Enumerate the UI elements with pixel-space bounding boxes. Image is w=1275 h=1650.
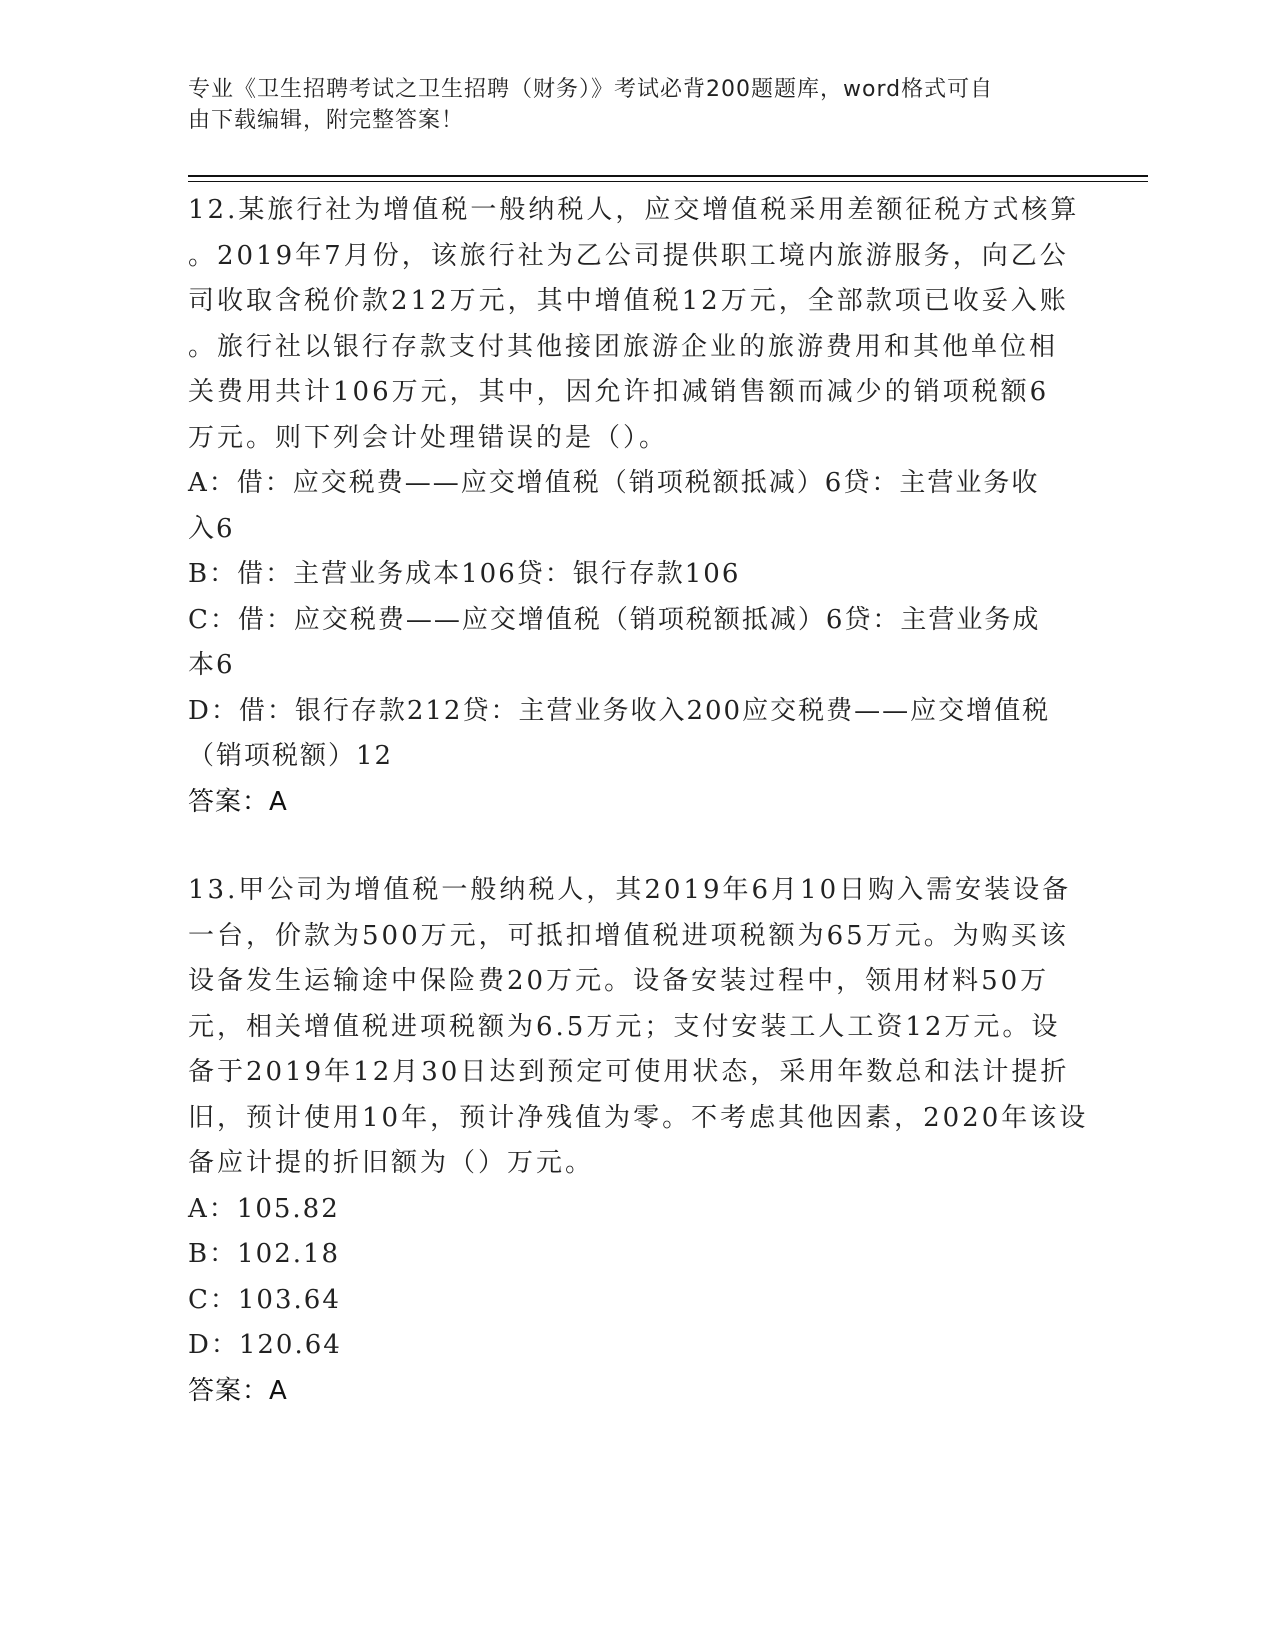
question-stem-line: 一台，价款为500万元，可抵扣增值税进项税额为65万元。为购买该 [188,920,1069,951]
question-stem-line: 司收取含税价款212万元，其中增值税12万元，全部款项已收妥入账 [188,286,1069,316]
question-stem-line: 旧，预计使用10年，预计净残值为零。不考虑其他因素，2020年该设 [188,1102,1089,1133]
header-divider-thin [188,181,1148,182]
answer-line: 答案：A [188,1375,288,1406]
question-stem-line: 备应计提的折旧额为（）万元。 [188,1148,595,1178]
question-stem-line: 。2019年7月份，该旅行社为乙公司提供职工境内旅游服务，向乙公 [188,240,1069,271]
question-13 [188,868,1088,1414]
option-a: A：借：应交税费——应交增值税（销项税额抵减）6贷：主营业务收 [188,468,1040,498]
question-stem-line: 元，相关增值税进项税额为6.5万元；支付安装工人工资12万元。设 [188,1011,1061,1042]
header-line-2: 由下载编辑，附完整答案！ [188,108,465,133]
option-a: A：105.82 [188,1193,340,1224]
option-b: B：借：主营业务成本106贷：银行存款106 [188,559,741,589]
question-stem-line: 关费用共计106万元，其中，因允许扣减销售额而减少的销项税额6 [188,377,1050,407]
answer-line: 答案：A [188,786,288,817]
option-c: C：103.64 [188,1284,341,1315]
header-divider-thick [188,175,1148,177]
question-12 [188,188,1088,825]
option-d: D：120.64 [188,1330,342,1360]
option-b: B：102.18 [188,1239,341,1269]
question-stem-line: 备于2019年12月30日达到预定可使用状态，采用年数总和法计提折 [188,1057,1070,1087]
question-stem-line: 12.某旅行社为增值税一般纳税人，应交增值税采用差额征税方式核算 [188,195,1080,225]
question-stem-line: 。旅行社以银行存款支付其他接团旅游企业的旅游费用和其他单位相 [188,331,1059,362]
question-stem-line: 设备发生运输途中保险费20万元。设备安装过程中，领用材料50万 [188,966,1050,996]
question-stem-line: 万元。则下列会计处理错误的是（）。 [188,422,669,453]
question-stem-line: 13.甲公司为增值税一般纳税人，其2019年6月10日购入需安装设备 [188,875,1072,905]
option-c-continued: 本6 [188,650,235,680]
option-c: C：借：应交税费——应交增值税（销项税额抵减）6贷：主营业务成 [188,604,1041,635]
option-a-continued: 入6 [188,513,235,544]
header-line-1: 专业《卫生招聘考试之卫生招聘（财务）》考试必背200题题库，word格式可自 [188,77,994,102]
document-header [188,74,1068,136]
option-d-continued: （销项税额）12 [188,741,394,771]
option-d: D：借：银行存款212贷：主营业务收入200应交税费——应交增值税 [188,695,1051,726]
